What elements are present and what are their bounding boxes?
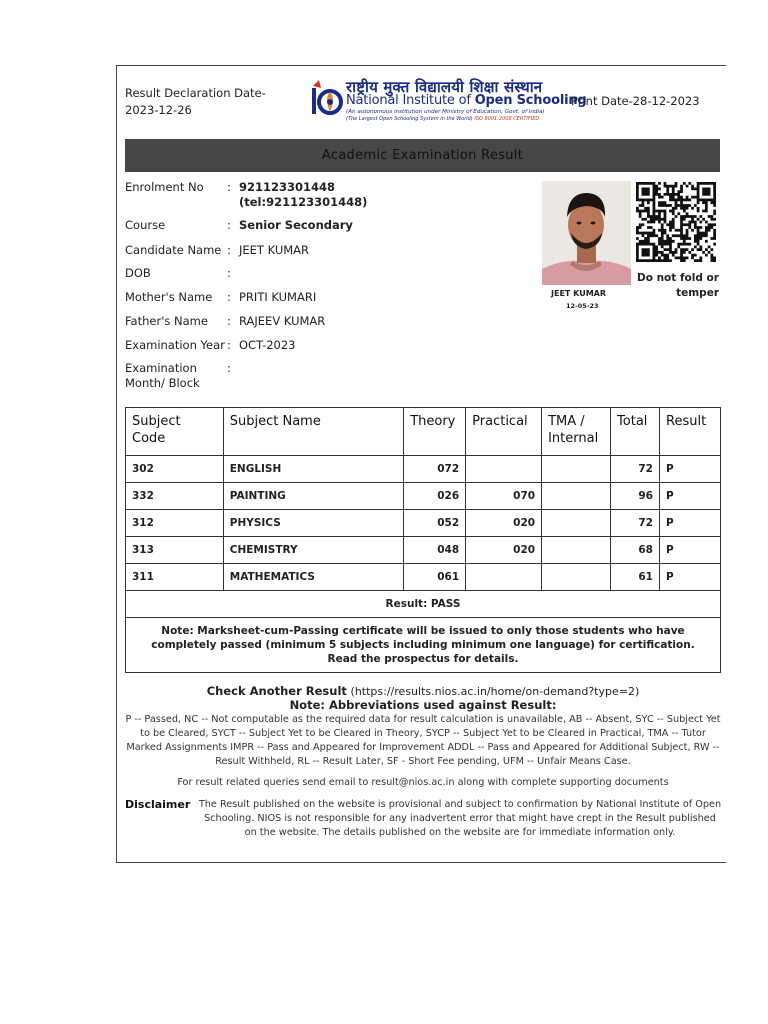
marks-table [125,407,721,673]
logo-subtitle: (An autonomous institution under Ministry of Education, Govt. of India) [346,109,545,115]
cell-result: P [660,456,721,483]
logo-tagline [346,116,539,122]
header-theory: Theory [404,408,466,456]
cell-tma [542,564,611,591]
table-header-row [126,408,721,456]
abbreviations-text: P -- Passed, NC -- Not computable as the required data for result calculation is unavailable, AB -- Absent, SYC -- Subject Yet to be Cleared, SYCT -- Subject Yet to be Cleared in Theory, SYCP -- Subject Yet to be Cleared in Practical, TMA -- Tutor Marked Assignments IMPR -- Pass and Appeared for Improvement ADDL -- Pass and Appeared for Additional Subject, RW -- Result Withheld, RL -- Result Later, SF - Short Fee pending, UFM -- Unfair Means Case. [125,714,721,767]
note-row [126,618,721,673]
cell-subject-name: MATHEMATICS [223,564,403,591]
photo-caption-date: 12-05-23 [566,302,599,310]
cell-theory: 072 [404,456,466,483]
colon: : [227,338,231,352]
table-row [126,483,721,510]
logo-english-part1: National Institute of [346,93,475,108]
candidate-name-value: JEET KUMAR [239,243,310,257]
cell-result: P [660,483,721,510]
overall-result: Result: PASS [126,591,721,618]
cell-subject-code: 302 [126,456,224,483]
nios-emblem-icon [309,78,345,122]
dob-label: DOB [125,266,151,280]
result-declaration-date: 2023-12-26 [125,103,192,117]
cell-result: P [660,564,721,591]
candidate-photo-image [542,181,631,285]
enrolment-label: Enrolment No [125,180,204,194]
queries-text: For result related queries send email to result@nios.ac.in along with complete supporting documents [177,777,669,788]
header-subject-code-line1: Subject [132,414,181,429]
cell-subject-name: PAINTING [223,483,403,510]
header-tma [542,408,611,456]
header-subject-name: Subject Name [223,408,403,456]
cell-subject-code: 313 [126,537,224,564]
table-row [126,456,721,483]
cell-total: 68 [611,537,660,564]
do-not-fold-notice [637,271,721,301]
cell-tma [542,510,611,537]
cell-practical: 070 [466,483,542,510]
colon: : [227,218,231,232]
cell-total: 96 [611,483,660,510]
logo-iso-text: ISO 9001:2008 CERTIFIED [474,116,540,122]
check-another-result-url[interactable]: (https://results.nios.ac.in/home/on-demand?type=2) [350,685,640,698]
overall-result-row [126,591,721,618]
exam-month-label-line1: Examination [125,361,197,375]
exam-year-value: OCT-2023 [239,338,296,352]
cell-tma [542,456,611,483]
nios-logo [309,78,587,124]
colon: : [227,314,231,328]
cell-tma [542,483,611,510]
header-subject-code-line2: Code [132,431,166,446]
cell-total: 72 [611,456,660,483]
page-title-banner: Academic Examination Result [125,139,720,172]
cell-tma [542,537,611,564]
header-result: Result [660,408,721,456]
cell-total: 61 [611,564,660,591]
header-tma-line2: Internal [548,431,599,446]
candidate-name-label: Candidate Name [125,243,222,257]
logo-english-part2: Open Schooling [474,93,587,108]
header-practical: Practical [466,408,542,456]
cell-theory: 061 [404,564,466,591]
result-declaration [125,85,295,119]
disclaimer [125,798,722,838]
table-row [126,564,721,591]
logo-tagline-text: (The Largest Open Schooling System in the World) [346,116,473,122]
abbreviations-title: Note: Abbreviations used against Result: [289,698,557,712]
check-another-result-link[interactable]: Check Another Result [206,684,347,698]
exam-month-label [125,361,225,391]
course-value: Senior Secondary [239,218,353,232]
print-date: Print Date-28-12-2023 [571,94,700,108]
colon: : [227,290,231,304]
do-not-fold-line1: Do not fold or [637,272,719,284]
mother-name-value: PRITI KUMARI [239,290,317,304]
father-name-label: Father's Name [125,314,208,328]
header-tma-line1: TMA / [548,414,585,429]
header-subject-code [126,408,224,456]
father-name-value: RAJEEV KUMAR [239,314,326,328]
cell-practical: 020 [466,537,542,564]
table-row [126,510,721,537]
enrolment-value [239,180,419,210]
check-another-result [125,684,721,698]
enrolment-tel-link[interactable]: (tel:921123301448) [239,195,368,209]
disclaimer-text: The Result published on the website is provisional and subject to confirmation by National Institute of Open Schooling. NIOS is not responsible for any inadvertent error that might have crept in the Result published on the website. The details published on the website are for immediate information only. [198,799,722,838]
cell-subject-code: 312 [126,510,224,537]
disclaimer-label: Disclaimer [125,798,191,811]
colon: : [227,266,231,280]
enrolment-number: 921123301448 [239,180,336,194]
cell-subject-name: CHEMISTRY [223,537,403,564]
cell-result: P [660,510,721,537]
cell-result: P [660,537,721,564]
cell-total: 72 [611,510,660,537]
certificate-note: Note: Marksheet-cum-Passing certificate will be issued to only those students who have completely passed (minimum 5 subjects including minimum one language) for certification. Read the prospectus for details. [126,618,721,673]
colon: : [227,180,231,194]
cell-subject-code: 311 [126,564,224,591]
colon: : [227,361,231,375]
result-declaration-label: Result Declaration Date- [125,86,266,100]
qr-code-icon [634,182,718,262]
course-label: Course [125,218,166,232]
photo-caption-name: JEET KUMAR [551,289,607,298]
header-total: Total [611,408,660,456]
cell-theory: 026 [404,483,466,510]
cell-practical: 020 [466,510,542,537]
exam-year-label: Examination Year [125,338,225,352]
cell-practical [466,456,542,483]
colon: : [227,243,231,257]
cell-subject-name: ENGLISH [223,456,403,483]
cell-subject-code: 332 [126,483,224,510]
logo-english-text [346,93,587,108]
logo-hindi-text: राष्ट्रीय मुक्त विद्यालयी शिक्षा संस्थान [346,78,543,96]
do-not-fold-line2: temper [676,287,719,299]
candidate-photo [542,181,631,285]
cell-subject-name: PHYSICS [223,510,403,537]
table-row [126,537,721,564]
cell-theory: 048 [404,537,466,564]
cell-practical [466,564,542,591]
exam-month-label-line2: Month/ Block [125,376,200,390]
cell-theory: 052 [404,510,466,537]
mother-name-label: Mother's Name [125,290,213,304]
